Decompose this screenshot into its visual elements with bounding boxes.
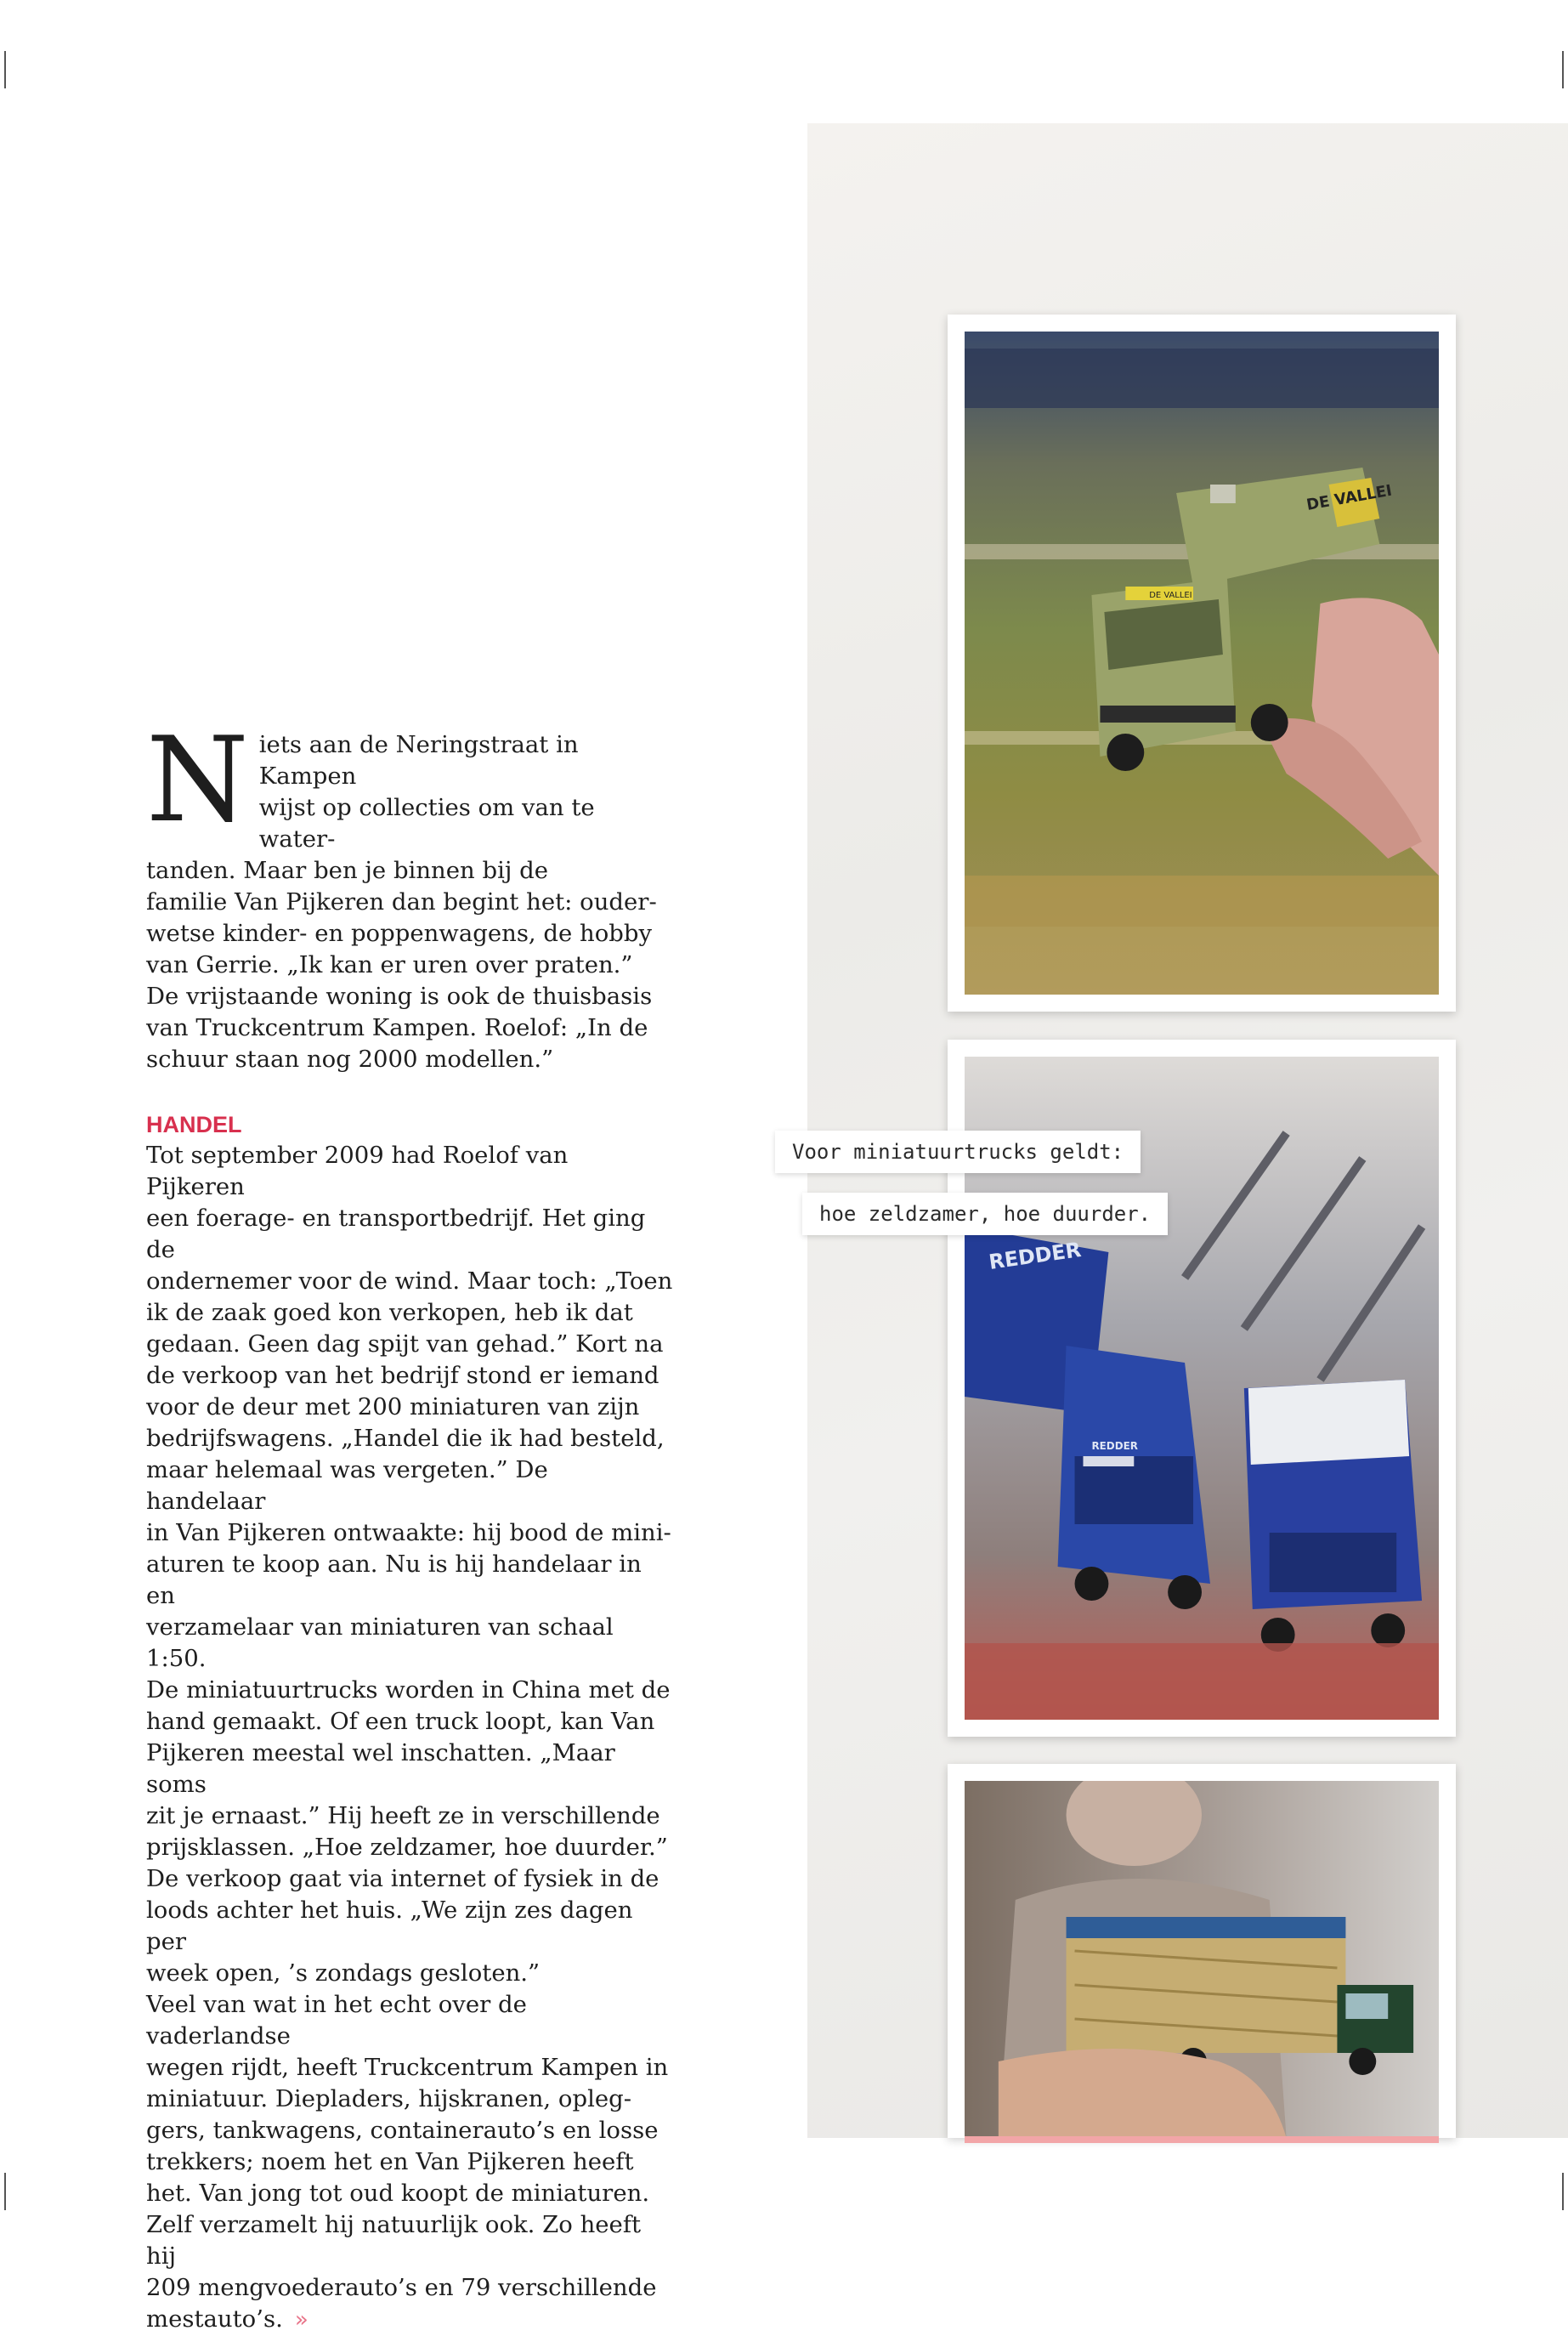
end-of-article-icon: » bbox=[294, 2307, 309, 2333]
section-heading-handel: HANDEL bbox=[146, 1112, 242, 1137]
article-column bbox=[146, 712, 673, 2336]
accent-bar bbox=[965, 2136, 1439, 2143]
truck-label: DE VALLEI bbox=[1149, 590, 1192, 601]
drop-cap: N bbox=[146, 712, 249, 848]
article-intro: iets aan de Neringstraat in Kampen wijst op collecties om van te water- tanden. Maar ben je binnen bij de familie Van Pijkeren dan begint het: ouder- wetse kinder- en poppenwagens, de hobby van Gerrie. „Ik kan er uren over praten.” De vrijstaande woning is ook de thuisbasis van Truckcentrum Kampen. Roelof: „In de schuur staan nog 2000 modellen.” bbox=[146, 731, 657, 1073]
pull-quote-line-1: Voor miniatuurtrucks geldt: bbox=[775, 1131, 1141, 1173]
crop-mark-bottom-right bbox=[1562, 2173, 1564, 2210]
photo-frame-3 bbox=[948, 1764, 1456, 2138]
trailer-label: REDDER bbox=[987, 1237, 1083, 1274]
article-body bbox=[146, 1140, 673, 2336]
crop-mark-top-left bbox=[4, 51, 6, 88]
photo-panel bbox=[792, 123, 1568, 2138]
photo-miniature-tank-truck bbox=[965, 332, 1439, 995]
tank-label: DE VALLEI bbox=[1305, 481, 1394, 514]
photo-hay-truck-model bbox=[965, 1781, 1439, 2138]
crop-mark-top-right bbox=[1562, 51, 1564, 88]
photo-frame-1 bbox=[948, 315, 1456, 1012]
cab-label: REDDER bbox=[1091, 1439, 1139, 1453]
article-body-text: Tot september 2009 had Roelof van Pijkeren een foerage- en transportbedrijf. Het ging de ondernemer voor de wind. Maar toch: „Toen ik de zaak goed kon verkopen, heb ik dat gedaan. Geen dag spijt van gehad.” Kort na de verkoop van het bedrijf stond er iemand voor de deur met 200 miniaturen van zijn bedrijfswagens. „Handel die ik had besteld, maar helemaal was vergeten.” De handelaar in Van Pijkeren ontwaakte: hij bood de mini- aturen te koop aan. Nu is hij handelaar in en verzamelaar van miniaturen van schaal 1:50. De miniatuurtrucks worden in China met de hand gemaakt. Of een truck loopt, kan Van Pijkeren meestal wel inschatten. „Maar soms zit je ernaast.” Hij heeft ze in verschillende prijsklassen. „Hoe zeldzamer, hoe duurder.” De verkoop gaat via internet of fysiek in de loods achter het huis. „We zijn zes dagen per week open, ’s zondags gesloten.” Veel van wat in het echt over de vaderlandse wegen rijdt, heeft Truckcentrum Kampen in miniatuur. Diepladers, hijskranen, opleg- gers, tankwagens, containerauto’s en losse trekkers; noem het en Van Pijkeren heeft het. Van jong tot oud koopt de miniaturen. Zelf verzamelt hij natuurlijk ook. Zo heeft hij 209 mengvoederauto’s en 79 verschillende mestauto’s. bbox=[146, 1142, 673, 2333]
crop-mark-bottom-left bbox=[4, 2173, 6, 2210]
pull-quote-line-2: hoe zeldzamer, hoe duurder. bbox=[802, 1193, 1168, 1235]
